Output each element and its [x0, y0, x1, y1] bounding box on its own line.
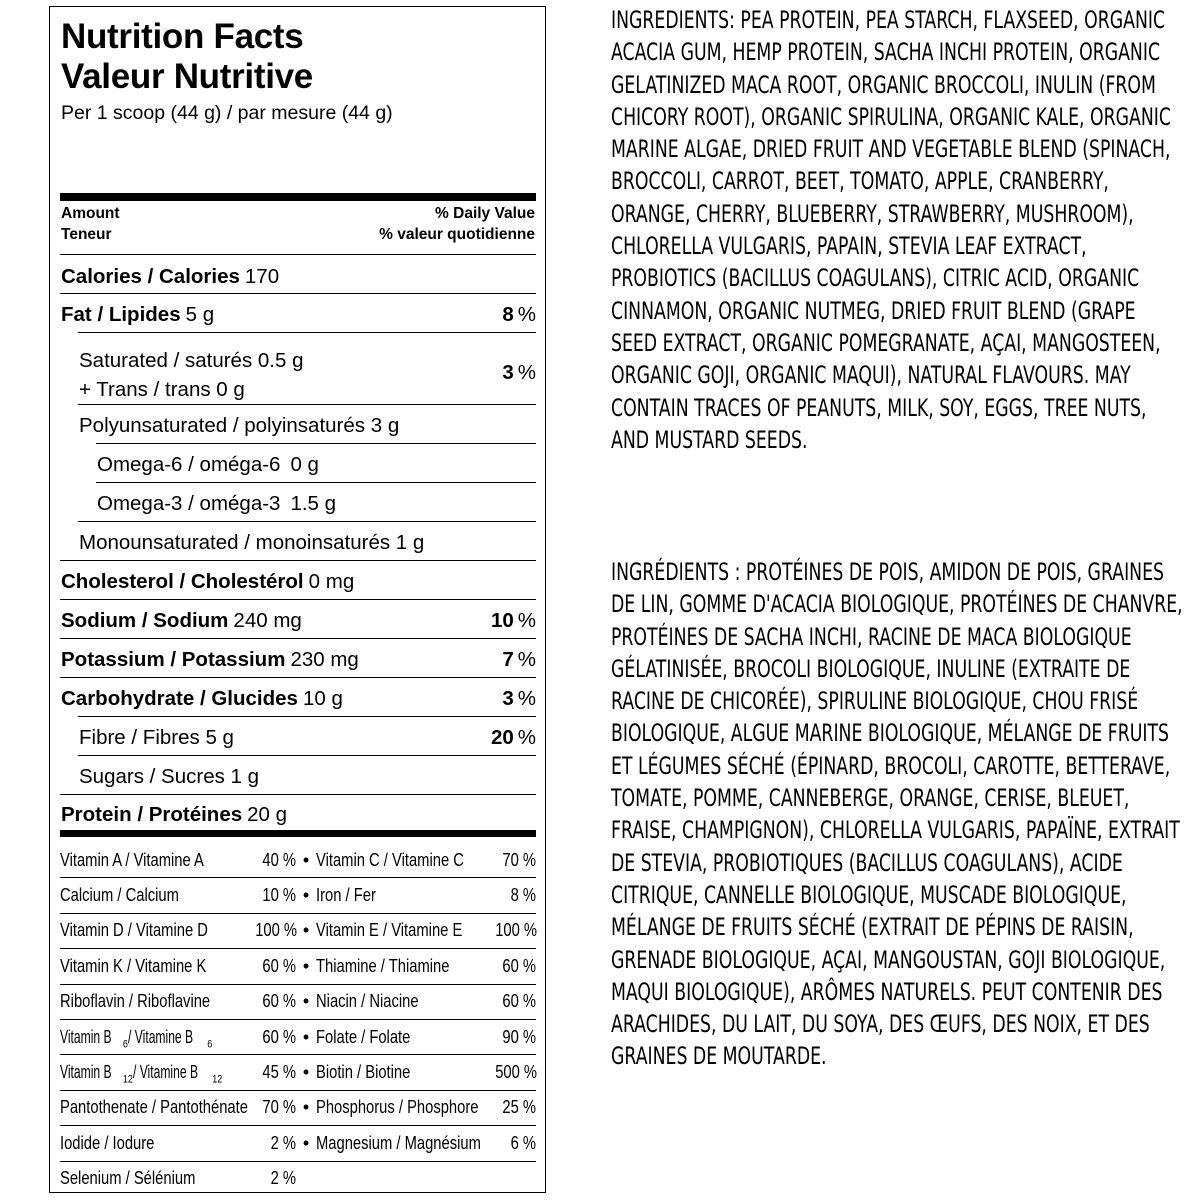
vitamin-name-left: Vitamin K / Vitamine K [60, 949, 246, 984]
nutrient-label: Cholesterol / Cholestérol [61, 570, 304, 593]
nutrient-amount: 0 mg [308, 570, 355, 593]
vitamin-row [60, 949, 536, 984]
nutrient-row-protein [60, 794, 536, 830]
amount-header [61, 203, 120, 245]
nutrient-row-fibre [78, 716, 536, 755]
vitamin-row [60, 878, 536, 913]
vitamin-pct-right: 60 % [486, 949, 536, 984]
nutrient-row-monounsaturated [78, 521, 536, 560]
thick-divider-vitamins [60, 830, 536, 837]
nutrition-title [61, 17, 313, 97]
nutrient-row-polyunsaturated [78, 404, 536, 443]
vitamin-name-left: Vitamin A / Vitamine A [60, 843, 246, 878]
nutrient-label: Protein / Protéines [61, 803, 243, 826]
nutrient-label: Omega-3 / oméga-3 [97, 492, 281, 515]
amount-header-en: Amount [61, 205, 120, 222]
vitamin-row [60, 1019, 536, 1054]
serving-size: Per 1 scoop (44 g) / par mesure (44 g) [61, 102, 393, 124]
vitamin-pct-right [486, 1161, 536, 1196]
nutrient-label: Omega-6 / oméga-6 [97, 453, 281, 476]
vitamin-pct-right: 8 % [486, 878, 536, 913]
nutrient-amount: 20 g [247, 803, 288, 826]
nutrient-daily-value: 3 % [502, 687, 536, 710]
nutrient-label-saturated: Saturated / saturés 0.5 g [79, 349, 304, 372]
vitamin-pct-right: 90 % [486, 1019, 536, 1054]
vitamin-name-left: Calcium / Calcium [60, 878, 246, 913]
vitamin-name-left: Vitamin B $_6$/ Vitamine B $_6$ [60, 1019, 246, 1054]
nutrient-label: Monounsaturated / monoinsaturés 1 g [79, 531, 425, 554]
vitamin-row [60, 984, 536, 1019]
thick-divider-top [60, 193, 536, 201]
vitamin-name-right: Iron / Fer [316, 878, 486, 913]
nutrient-amount: 10 g [302, 687, 343, 710]
vitamin-pct-left: 100 % [246, 913, 296, 948]
vitamin-name-right: Folate / Folate [316, 1019, 486, 1054]
daily-value-header-fr: % valeur quotidienne [379, 226, 535, 243]
nutrient-amount: 5 g [185, 303, 215, 326]
nutrient-label-trans: + Trans / trans 0 g [79, 378, 245, 401]
nutrient-label: Fibre / Fibres 5 g [79, 726, 234, 749]
vitamin-name-right [316, 1161, 486, 1196]
vitamin-name-right: Magnesium / Magnésium [316, 1126, 486, 1161]
vitamin-pct-right: 6 % [486, 1126, 536, 1161]
vitamin-row [60, 1055, 536, 1090]
nutrient-row-saturated-trans [78, 332, 536, 404]
bullet-separator: • [296, 878, 316, 913]
nutrient-row-carbohydrate [60, 677, 536, 716]
bullet-separator [296, 1161, 316, 1196]
vitamin-name-left: Riboflavin / Riboflavine [60, 984, 246, 1019]
nutrient-amount: 170 [244, 265, 280, 288]
vitamin-pct-left: 70 % [246, 1090, 296, 1125]
nutrient-label: Carbohydrate / Glucides [61, 687, 298, 710]
bullet-separator: • [296, 984, 316, 1019]
nutrient-label: Fat / Lipides [61, 303, 181, 326]
vitamin-pct-right: 100 % [486, 913, 536, 948]
vitamin-pct-left: 40 % [246, 843, 296, 878]
vitamin-pct-left: 60 % [246, 949, 296, 984]
vitamin-name-right: Vitamin C / Vitamine C [316, 843, 486, 878]
nutrient-label: Potassium / Potassium [61, 648, 286, 671]
vitamin-pct-right: 70 % [486, 843, 536, 878]
nutrient-row-omega-3 [96, 482, 536, 521]
nutrient-daily-value: 7 % [502, 648, 536, 671]
bullet-separator: • [296, 949, 316, 984]
ingredients-english: INGREDIENTS: PEA PROTEIN, PEA STARCH, FLAXSEED, ORGANIC ACACIA GUM, HEMP PROTEIN, SACHA INCHI PROTEIN, ORGANIC GELATINIZED MACA ROOT, ORGANIC BROCCOLI, INULIN (FROM CHICORY ROOT), ORGANIC SPIRULINA, ORGANIC KALE, ORGANIC MARINE ALGAE, DRIED FRUIT AND VEGETABLE BLEND (SPINACH, BROCCOLI, CARROT, BEET, TOMATO, APPLE, CRANBERRY, ORANGE, CHERRY, BLUEBERRY, STRAWBERRY, MUSHROOM), CHLORELLA VULGARIS, PAPAIN, STEVIA LEAF EXTRACT, PROBIOTICS (BACILLUS COAGULANS), CITRIC ACID, ORGANIC CINNAMON, ORGANIC NUTMEG, DRIED FRUIT BLEND (GRAPE SEED EXTRACT, ORGANIC POMEGRANATE, AÇAI, MANGOSTEEN, ORGANIC GOJI, ORGANIC MAQUI), NATURAL FLAVOURS. MAY CONTAIN TRACES OF PEANUTS, MILK, SOY, EGGS, TREE NUTS, AND MUSTARD SEEDS. [611, 6, 1171, 454]
vitamin-mineral-table [60, 843, 536, 1196]
bullet-separator: • [296, 1126, 316, 1161]
vitamin-row [60, 1090, 536, 1125]
daily-value-header-en: % Daily Value [435, 205, 535, 222]
title-english: Nutrition Facts [61, 17, 304, 56]
nutrient-row-cholesterol [60, 560, 536, 599]
nutrient-row-calories [60, 254, 536, 293]
vitamin-pct-left: 45 % [246, 1055, 296, 1090]
vitamin-pct-left: 60 % [246, 984, 296, 1019]
nutrient-daily-value: 3 % [502, 361, 536, 384]
nutrient-amount: 1.5 g [290, 492, 337, 515]
vitamin-name-right: Biotin / Biotine [316, 1055, 486, 1090]
vitamin-row [60, 913, 536, 948]
vitamin-row [60, 1126, 536, 1161]
bullet-separator: • [296, 913, 316, 948]
nutrient-row-sugars [78, 755, 536, 794]
vitamin-name-right: Niacin / Niacine [316, 984, 486, 1019]
nutrient-label: Sodium / Sodium [61, 609, 229, 632]
daily-value-header [379, 203, 535, 245]
title-french: Valeur Nutritive [61, 57, 313, 96]
nutrient-label: Polyunsaturated / polyinsaturés 3 g [79, 414, 400, 437]
vitamin-name-left: Vitamin B $_{12}$/ Vitamine B $_{12}$ [60, 1055, 246, 1090]
vitamin-pct-left: 2 % [246, 1126, 296, 1161]
bullet-separator: • [296, 1019, 316, 1054]
nutrient-daily-value: 20 % [490, 726, 536, 749]
vitamin-row [60, 843, 536, 878]
nutrient-amount: 240 mg [233, 609, 302, 632]
ingredients-french: INGRÉDIENTS : PROTÉINES DE POIS, AMIDON DE POIS, GRAINES DE LIN, GOMME D'ACACIA BIOLOGIQUE, PROTÉINES DE CHANVRE, PROTÉINES DE SACHA INCHI, RACINE DE MACA BIOLOGIQUE GÉLATINISÉE, BROCOLI BIOLOGIQUE, INULINE (EXTRAITE DE RACINE DE CHICORÉE), SPIRULINE BIOLOGIQUE, CHOU FRISÉ BIOLOGIQUE, ALGUE MARINE BIOLOGIQUE, MÉLANGE DE FRUITS ET LÉGUMES SÉCHÉ (ÉPINARD, BROCOLI, CAROTTE, BETTERAVE, TOMATE, POMME, CANNEBERGE, ORANGE, CERISE, BLEUET, FRAISE, CHAMPIGNON), CHLORELLA VULGARIS, PAPAÏNE, EXTRAIT DE STEVIA, PROBIOTIQUES (BACILLUS COAGULANS), ACIDE CITRIQUE, CANNELLE BIOLOGIQUE, MUSCADE BIOLOGIQUE, MÉLANGE DE FRUITS SÉCHÉ (EXTRAIT DE PÉPINS DE RAISIN, GRENADE BIOLOGIQUE, AÇAI, MANGOUSTAN, GOJI BIOLOGIQUE, MAQUI BIOLOGIQUE), ARÔMES NATURELS. PEUT CONTENIR DES ARACHIDES, DU LAIT, DU SOYA, DES ŒUFS, DES NOIX, ET DES GRAINES DE MOUTARDE. [611, 558, 1183, 1071]
vitamin-name-left: Vitamin D / Vitamine D [60, 913, 246, 948]
amount-header-fr: Teneur [61, 226, 112, 243]
vitamin-name-left: Pantothenate / Pantothénate [60, 1090, 246, 1125]
nutrient-daily-value: 10 % [490, 609, 536, 632]
vitamin-pct-right: 60 % [486, 984, 536, 1019]
bullet-separator: • [296, 1090, 316, 1125]
nutrition-facts-panel [49, 6, 546, 1193]
vitamin-pct-right: 500 % [486, 1055, 536, 1090]
nutrient-amount: 0 g [290, 453, 319, 476]
vitamin-name-right: Phosphorus / Phosphore [316, 1090, 486, 1125]
nutrient-label: Sugars / Sucres 1 g [79, 765, 260, 788]
nutrient-label: Calories / Calories [61, 265, 240, 288]
nutrient-amount: 230 mg [290, 648, 359, 671]
vitamin-name-right: Thiamine / Thiamine [316, 949, 486, 984]
vitamin-pct-left: 2 % [270, 1168, 296, 1189]
nutrient-row-omega-6 [96, 443, 536, 482]
vitamin-pct-left: 60 % [246, 1019, 296, 1054]
nutrient-row-sodium [60, 599, 536, 638]
nutrient-row-potassium [60, 638, 536, 677]
vitamin-pct-left: 10 % [246, 878, 296, 913]
vitamin-name-left: Selenium / Sélénium [60, 1168, 196, 1189]
vitamin-name-right: Vitamin E / Vitamine E [316, 913, 486, 948]
nutrient-daily-value: 8 % [502, 303, 536, 326]
vitamin-pct-right: 25 % [486, 1090, 536, 1125]
nutrient-row-fat [60, 293, 536, 332]
bullet-separator: • [296, 843, 316, 878]
bullet-separator: • [296, 1055, 316, 1090]
vitamin-row [60, 1161, 536, 1196]
vitamin-name-left: Iodide / Iodure [60, 1126, 246, 1161]
